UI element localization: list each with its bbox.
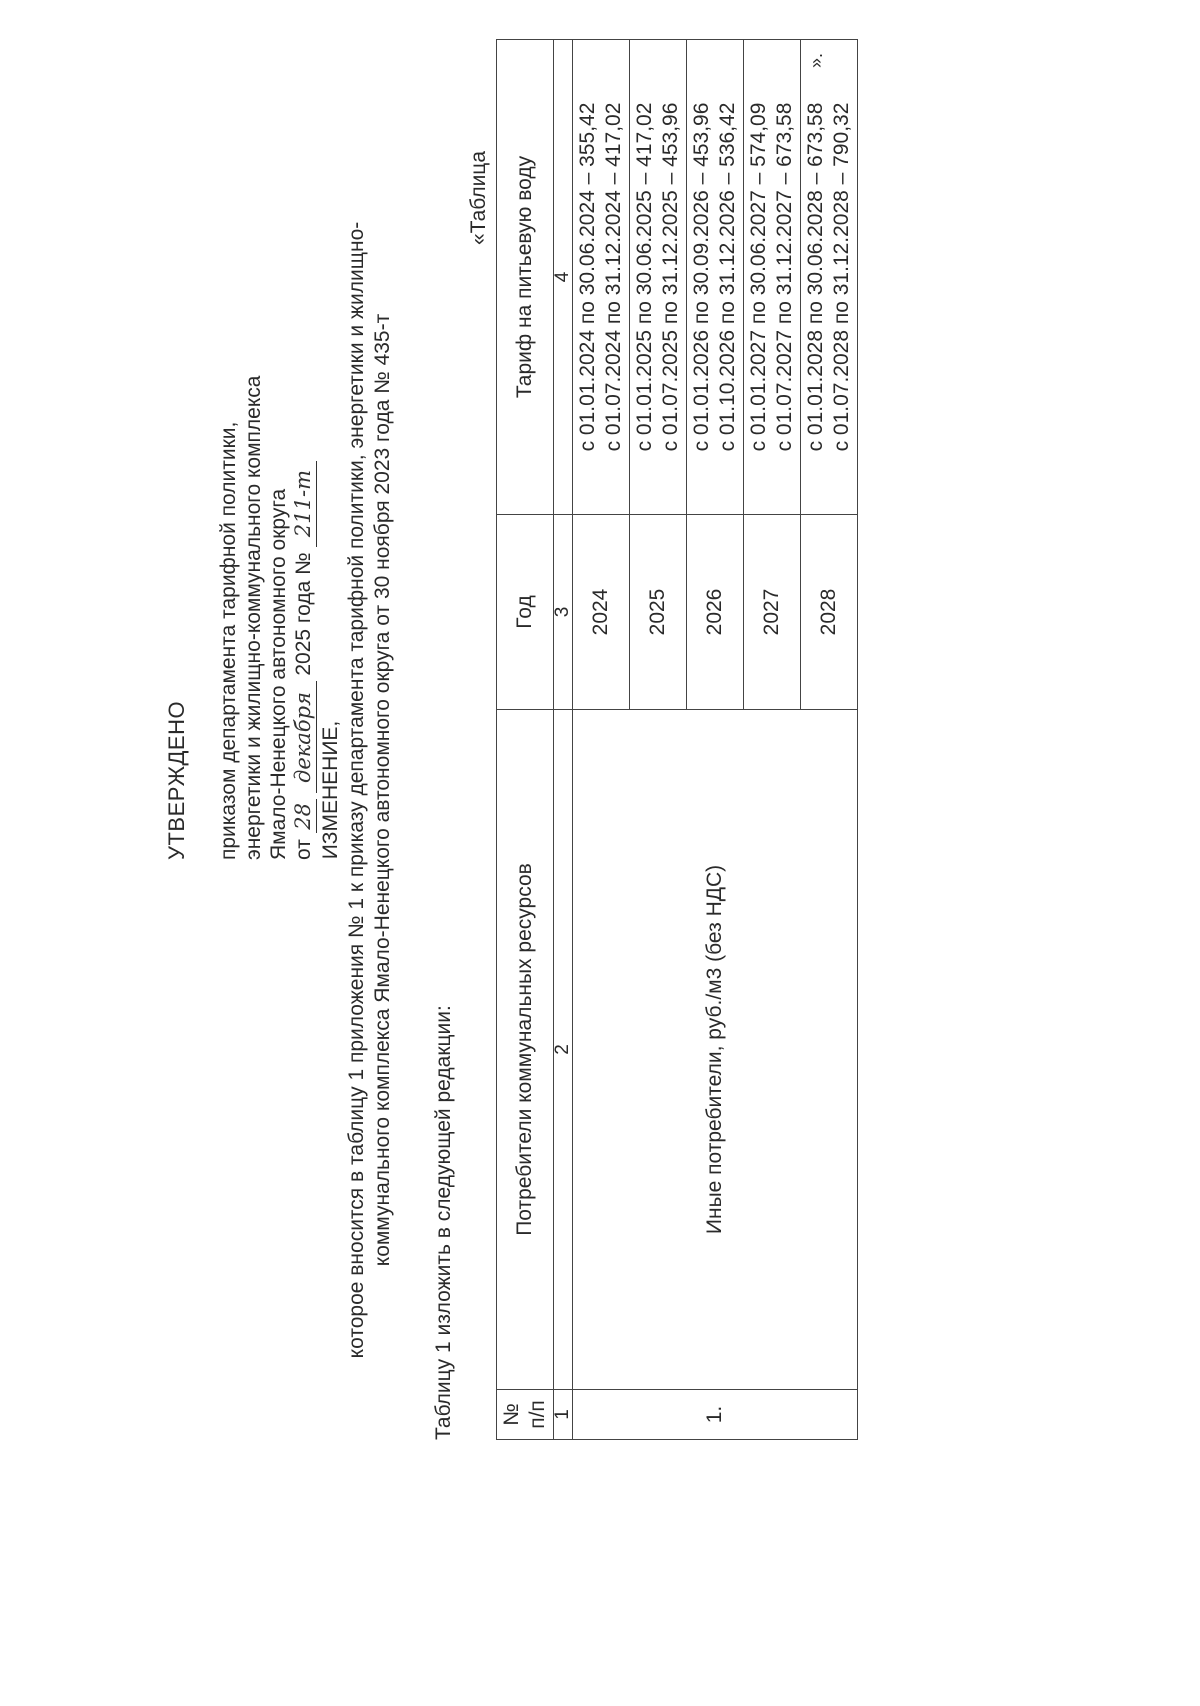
column-number: 2 [554,710,573,1390]
approval-date-line [291,376,317,860]
header-cell-number: № п/п [497,1390,554,1440]
tariff-periods-cell [744,40,801,515]
approval-title: УТВЕРЖДЕНО [164,700,189,860]
handwritten-order-number: 211-т [291,461,317,547]
tariff-period: с 01.07.2025 по 31.12.2025 – 453,96 [659,102,682,452]
header-cell-tariff: Тариф на питьевую воду [497,40,554,515]
table-header-row [497,40,554,1440]
date-prefix: от [292,833,315,860]
year-cell: 2028 [801,515,858,710]
handwritten-day: 28 [291,799,317,833]
rotated-document-page [36,0,1116,1640]
year-cell: 2024 [573,515,630,710]
tariff-period: с 01.07.2024 по 31.12.2024 – 417,02 [602,102,625,452]
tariff-periods-cell [573,40,630,515]
row-number-cell: 1. [573,1390,858,1440]
tariff-period: с 01.07.2027 по 31.12.2027 – 673,58 [773,102,796,452]
tariff-periods-cell [687,40,744,515]
tariff-periods-cell [801,40,858,515]
column-number: 3 [554,515,573,710]
year-cell: 2027 [744,515,801,710]
heading-title: ИЗМЕНЕНИЕ, [319,720,342,860]
change-heading [318,140,396,1440]
year-cell: 2025 [630,515,687,710]
tariff-period: с 01.01.2026 по 30.09.2026 – 453,96 [690,102,713,452]
approval-line-1: приказом департамента тарифной политики, [217,421,240,860]
approval-line-3: Ямало-Ненецкого автономного округа [267,488,290,860]
closing-quote-mark: ». [806,52,826,68]
instruction-text: Таблицу 1 изложить в следующей редакции: [432,1005,455,1440]
tariff-period: с 01.01.2025 по 30.06.2025 – 417,02 [633,102,656,452]
column-number-row [554,40,573,1440]
tariff-period: с 01.01.2027 по 30.06.2027 – 574,09 [747,102,770,452]
tariff-period: с 01.10.2026 по 31.12.2026 – 536,42 [716,102,739,452]
header-cell-year: Год [497,515,554,710]
tariff-period: с 01.07.2028 по 31.12.2028 – 790,32 [830,102,853,452]
approval-block [216,376,317,860]
tariff-period: с 01.01.2024 по 30.06.2024 – 355,42 [576,102,599,452]
heading-line-1: которое вносится в таблицу 1 приложения № 1 к приказу департамента тарифной политики, энергетики и жилищно- [345,221,368,1359]
consumer-cell: Иные потребители, руб./м3 (без НДС) [573,710,858,1390]
heading-line-2: коммунального комплекса Ямало-Ненецкого автономного округа от 30 ноября 2023 года № 435-т [371,313,394,1267]
approval-line-2: энергетики и жилищно-коммунального комплекса [242,375,265,860]
year-cell: 2026 [687,515,744,710]
table-row [573,40,630,1440]
table-label: «Таблица [467,150,490,245]
header-cell-consumers: Потребители коммунальных ресурсов [497,710,554,1390]
tariff-period: с 01.01.2028 по 30.06.2028 – 673,58 [804,102,827,452]
column-number: 4 [554,40,573,515]
tariff-table [496,39,858,1440]
tariff-periods-cell [630,40,687,515]
handwritten-month: декабря [291,681,317,793]
column-number: 1 [554,1390,573,1440]
date-year-text: 2025 года № [292,546,315,682]
